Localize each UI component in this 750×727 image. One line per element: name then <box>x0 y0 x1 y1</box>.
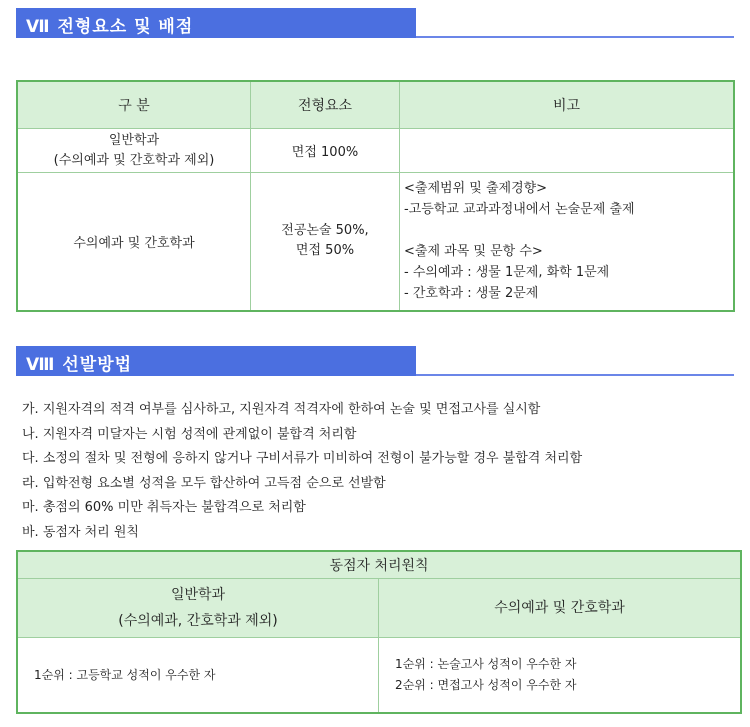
row1-category <box>17 129 251 173</box>
row1-category-line1: 일반학과 <box>108 132 160 148</box>
tie-break-col1-rule: 1순위 : 고등학교 성적이 우수한 자 <box>17 638 379 714</box>
row2-element-line1: 전공논술 50%, <box>281 223 369 239</box>
tie-break-col2-header: 수의예과 및 간호학과 <box>379 579 742 638</box>
table-row <box>17 638 741 714</box>
list-item: 바. 동점자 처리 원칙 <box>22 524 139 540</box>
note-line: -고등학교 교과과정내에서 논술문제 출제 <box>404 202 635 218</box>
note-line: - 수의예과 : 생물 1문제, 화학 1문제 <box>404 265 610 281</box>
header-element: 전형요소 <box>251 81 400 129</box>
header-category: 구 분 <box>17 81 251 129</box>
col2-rule-line1: 1순위 : 논술고사 성적이 우수한 자 <box>395 657 577 671</box>
list-item: 마. 총점의 60% 미만 취득자는 불합격으로 처리함 <box>22 500 306 515</box>
section-8-header-rule <box>416 374 734 376</box>
section-8-header <box>16 346 750 378</box>
row2-note <box>400 173 735 311</box>
row1-element: 면접 100% <box>251 129 400 173</box>
row2-element-line2: 면접 50% <box>295 243 355 259</box>
row1-category-line2: (수의예과 및 간호학과 제외) <box>53 152 215 168</box>
tie-break-table <box>16 550 742 714</box>
col1-header-line2: (수의예과, 간호학과 제외) <box>118 613 278 629</box>
col1-header-line1: 일반학과 <box>170 587 226 603</box>
section-7-header <box>16 8 750 40</box>
tie-break-caption-row <box>17 551 741 579</box>
list-item: 다. 소정의 절차 및 전형에 응하지 않거나 구비서류가 미비하여 전형이 불가능할 경우 불합격 처리함 <box>22 451 583 466</box>
note-line: <출제 과목 및 문항 수> <box>404 244 543 260</box>
row2-element <box>251 173 400 311</box>
selection-method-list <box>22 398 582 545</box>
row1-note <box>400 129 735 173</box>
list-item: 가. 지원자격의 적격 여부를 심사하고, 지원자격 적격자에 한하여 논술 및 면접고사를 실시함 <box>22 402 541 417</box>
tie-break-col2-rule <box>379 638 742 714</box>
tie-break-col1-header <box>17 579 379 638</box>
tie-break-caption: 동점자 처리원칙 <box>17 551 741 579</box>
note-line: <출제범위 및 출제경향> <box>404 181 548 197</box>
col2-rule-line2: 2순위 : 면접고사 성적이 우수한 자 <box>395 678 577 692</box>
table-row <box>17 173 734 311</box>
evaluation-table <box>16 80 735 312</box>
evaluation-table-header-row <box>17 81 734 129</box>
list-item: 라. 입학전형 요소별 성적을 모두 합산하여 고득점 순으로 선발함 <box>22 475 386 491</box>
section-7-title: Ⅶ 전형요소 및 배점 <box>26 17 194 37</box>
note-line <box>404 220 732 241</box>
table-row <box>17 129 734 173</box>
section-8-title: Ⅷ 선발방법 <box>26 355 133 375</box>
note-line: - 간호학과 : 생물 2문제 <box>404 286 539 302</box>
row2-category: 수의예과 및 간호학과 <box>17 173 251 311</box>
tie-break-header-row <box>17 579 741 638</box>
section-7-header-rule <box>416 36 734 38</box>
header-note: 비고 <box>400 81 735 129</box>
list-item: 나. 지원자격 미달자는 시험 성적에 관계없이 불합격 처리함 <box>22 426 357 442</box>
